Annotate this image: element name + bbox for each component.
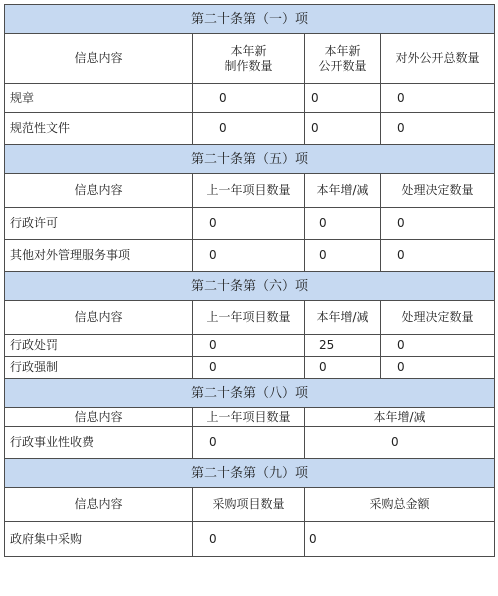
table-row (5, 335, 495, 357)
cell-value: 0 (305, 113, 381, 145)
cell-value: 0 (381, 240, 495, 272)
column-header-row (5, 488, 495, 522)
column-header: 本年新 公开数量 (305, 34, 381, 84)
row-label: 行政处罚 (5, 335, 193, 357)
cell-value: 0 (381, 208, 495, 240)
cell-value: 0 (305, 240, 381, 272)
section-title: 第二十条第（八）项 (5, 379, 495, 408)
row-label: 规范性文件 (5, 113, 193, 145)
section-title: 第二十条第（一）项 (5, 5, 495, 34)
cell-value: 0 (193, 335, 305, 357)
cell-value: 0 (193, 113, 305, 145)
row-label: 规章 (5, 84, 193, 113)
column-header: 上一年项目数量 (193, 408, 305, 427)
column-header: 上一年项目数量 (193, 174, 305, 208)
column-header: 信息内容 (5, 488, 193, 522)
section-header (5, 379, 495, 408)
row-label: 其他对外管理服务事项 (5, 240, 193, 272)
column-header: 上一年项目数量 (193, 301, 305, 335)
column-header: 信息内容 (5, 174, 193, 208)
section-title: 第二十条第（五）项 (5, 145, 495, 174)
cell-value: 0 (305, 427, 495, 459)
table-row (5, 522, 495, 557)
cell-value: 0 (305, 208, 381, 240)
column-header: 处理决定数量 (381, 174, 495, 208)
column-header: 信息内容 (5, 34, 193, 84)
cell-value: 0 (305, 357, 381, 379)
column-header-row (5, 174, 495, 208)
section-header (5, 459, 495, 488)
cell-value: 0 (193, 427, 305, 459)
section-header (5, 272, 495, 301)
cell-value: 0 (193, 357, 305, 379)
table-row (5, 427, 495, 459)
cell-value: 0 (381, 357, 495, 379)
row-label: 行政许可 (5, 208, 193, 240)
column-header: 本年增/减 (305, 174, 381, 208)
row-label: 行政事业性收费 (5, 427, 193, 459)
cell-value: 0 (193, 208, 305, 240)
table-row (5, 240, 495, 272)
disclosure-table (4, 4, 495, 557)
column-header-row (5, 408, 495, 427)
cell-value: 0 (305, 84, 381, 113)
column-header: 采购项目数量 (193, 488, 305, 522)
disclosure-table-container (4, 4, 494, 557)
section-header (5, 145, 495, 174)
column-header: 处理决定数量 (381, 301, 495, 335)
cell-value: 25 (305, 335, 381, 357)
cell-value: 0 (305, 522, 495, 557)
section-title: 第二十条第（九）项 (5, 459, 495, 488)
column-header-row (5, 34, 495, 84)
table-row (5, 84, 495, 113)
cell-value: 0 (193, 84, 305, 113)
table-row (5, 113, 495, 145)
column-header: 采购总金额 (305, 488, 495, 522)
cell-value: 0 (381, 84, 495, 113)
section-title: 第二十条第（六）项 (5, 272, 495, 301)
section-header (5, 5, 495, 34)
column-header: 对外公开总数量 (381, 34, 495, 84)
column-header: 信息内容 (5, 301, 193, 335)
table-row (5, 208, 495, 240)
cell-value: 0 (193, 522, 305, 557)
row-label: 行政强制 (5, 357, 193, 379)
table-row (5, 357, 495, 379)
column-header: 本年增/减 (305, 408, 495, 427)
column-header: 本年新 制作数量 (193, 34, 305, 84)
column-header: 本年增/减 (305, 301, 381, 335)
cell-value: 0 (381, 113, 495, 145)
column-header-row (5, 301, 495, 335)
cell-value: 0 (381, 335, 495, 357)
cell-value: 0 (193, 240, 305, 272)
row-label: 政府集中采购 (5, 522, 193, 557)
column-header: 信息内容 (5, 408, 193, 427)
